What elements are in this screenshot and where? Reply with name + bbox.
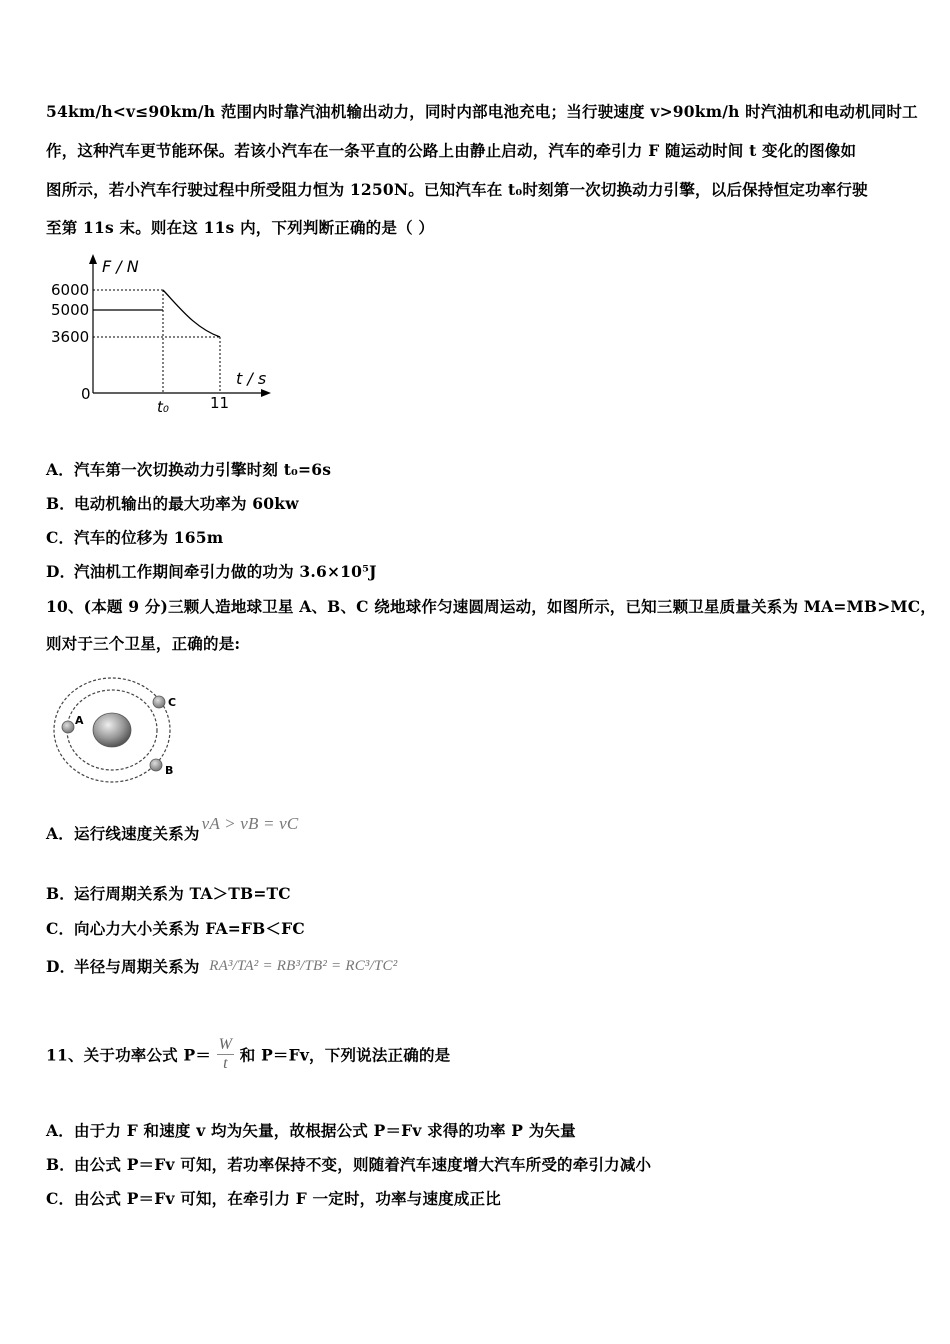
option-text: 由公式 P＝Fv 可知，若功率保持不变，则随着汽车速度增大汽车所受的牵引力减小 — [74, 1155, 652, 1174]
satellite-a-label: A — [75, 714, 84, 727]
option-label: A． — [46, 824, 74, 843]
q11-option-b[interactable] — [46, 1153, 651, 1175]
q10-option-a[interactable] — [46, 814, 299, 844]
x-tick-11: 11 — [210, 394, 230, 412]
option-text: 由于力 F 和速度 v 均为矢量，故根据公式 P＝Fv 求得的功率 P 为矢量 — [74, 1121, 576, 1140]
x-axis-arrow — [261, 389, 271, 397]
option-text: 运行线速度关系为 — [74, 824, 200, 843]
option-label: B． — [46, 1155, 76, 1174]
x-axis-label: t / s — [236, 369, 267, 388]
y-axis-label: F / N — [102, 257, 139, 276]
q11-option-c[interactable] — [46, 1187, 501, 1209]
force-time-graph — [40, 250, 280, 420]
intro-line-4: 至第 11s 末。则在这 11s 内，下列判断正确的是（ ） — [46, 218, 435, 237]
option-label: D． — [46, 562, 76, 581]
option-text: 向心力大小关系为 FA=FB＜FC — [74, 919, 305, 938]
q11-stem-post: 和 P＝Fv，下列说法正确的是 — [239, 1045, 451, 1065]
option-text: 由公式 P＝Fv 可知，在牵引力 F 一定时，功率与速度成正比 — [74, 1189, 501, 1208]
q10-stem-line-1: 10、(本题 9 分)三颗人造地球卫星 A、B、C 绕地球作匀速圆周运动，如图所示，已知三颗卫星质量关系为 MA=MB>MC， — [46, 597, 936, 616]
option-label: D． — [46, 957, 76, 976]
origin-label: 0 — [81, 385, 91, 403]
satellite-b-label: B — [165, 764, 174, 777]
q11-stem — [46, 1036, 450, 1073]
satellite-orbit-diagram — [50, 670, 190, 790]
intro-line-3: 图所示，若小汽车行驶过程中所受阻力恒为 1250N。已知汽车在 t₀时刻第一次切换动力引擎，以后保持恒定功率行驶 — [46, 180, 868, 199]
y-tick-6000: 6000 — [51, 281, 90, 299]
option-label: C． — [46, 1189, 75, 1208]
option-label: B． — [46, 494, 76, 513]
option-label: A． — [46, 1121, 74, 1140]
y-tick-3600: 3600 — [51, 328, 90, 346]
option-text: 运行周期关系为 TA＞TB=TC — [74, 884, 291, 903]
earth — [93, 713, 131, 747]
y-axis-arrow — [89, 254, 97, 264]
radius-period-relation-formula: RA³/TA² = RB³/TB² = RC³/TC² — [209, 957, 398, 974]
q9-option-c[interactable] — [46, 526, 223, 548]
satellite-c-label: C — [168, 696, 177, 709]
velocity-relation-formula: vA > vB = vC — [201, 814, 299, 833]
q10-option-c[interactable] — [46, 917, 305, 939]
option-text: 汽车第一次切换动力引擎时刻 t₀=6s — [74, 460, 332, 479]
q9-option-d[interactable] — [46, 560, 377, 582]
q11-option-a[interactable] — [46, 1119, 576, 1141]
intro-line-1: 54km/h<v≤90km/h 范围内时靠汽油机输出动力，同时内部电池充电；当行驶速度 v>90km/h 时汽油机和电动机同时工 — [46, 102, 918, 121]
satellite-a — [62, 721, 74, 733]
option-label: C． — [46, 919, 75, 938]
series-decreasing-curve — [163, 290, 220, 337]
satellite-c — [153, 696, 165, 708]
option-text: 汽车的位移为 165m — [74, 528, 224, 547]
q10-stem-line-2: 则对于三个卫星，正确的是: — [46, 634, 241, 653]
option-text: 半径与周期关系为 — [74, 957, 200, 976]
q10-option-d[interactable] — [46, 955, 397, 977]
q9-option-b[interactable] — [46, 492, 299, 514]
q10-option-b[interactable] — [46, 882, 291, 904]
q9-option-a[interactable] — [46, 458, 331, 480]
y-tick-5000: 5000 — [51, 301, 90, 319]
option-label: A． — [46, 460, 74, 479]
fraction-numerator: W — [218, 1036, 233, 1053]
x-tick-t0: t₀ — [157, 398, 169, 416]
satellite-b — [150, 759, 162, 771]
option-label: C． — [46, 528, 75, 547]
option-label: B． — [46, 884, 76, 903]
intro-line-2: 作，这种汽车更节能环保。若该小汽车在一条平直的公路上由静止启动，汽车的牵引力 F 随运动时间 t 变化的图像如 — [46, 141, 857, 160]
power-formula-fraction — [217, 1036, 235, 1073]
option-text: 电动机输出的最大功率为 60kw — [74, 494, 299, 513]
option-text: 汽油机工作期间牵引力做的功为 3.6×10⁵J — [74, 562, 377, 581]
q11-stem-pre: 11、关于功率公式 P＝ — [46, 1045, 212, 1065]
fraction-denominator: t — [223, 1055, 228, 1072]
